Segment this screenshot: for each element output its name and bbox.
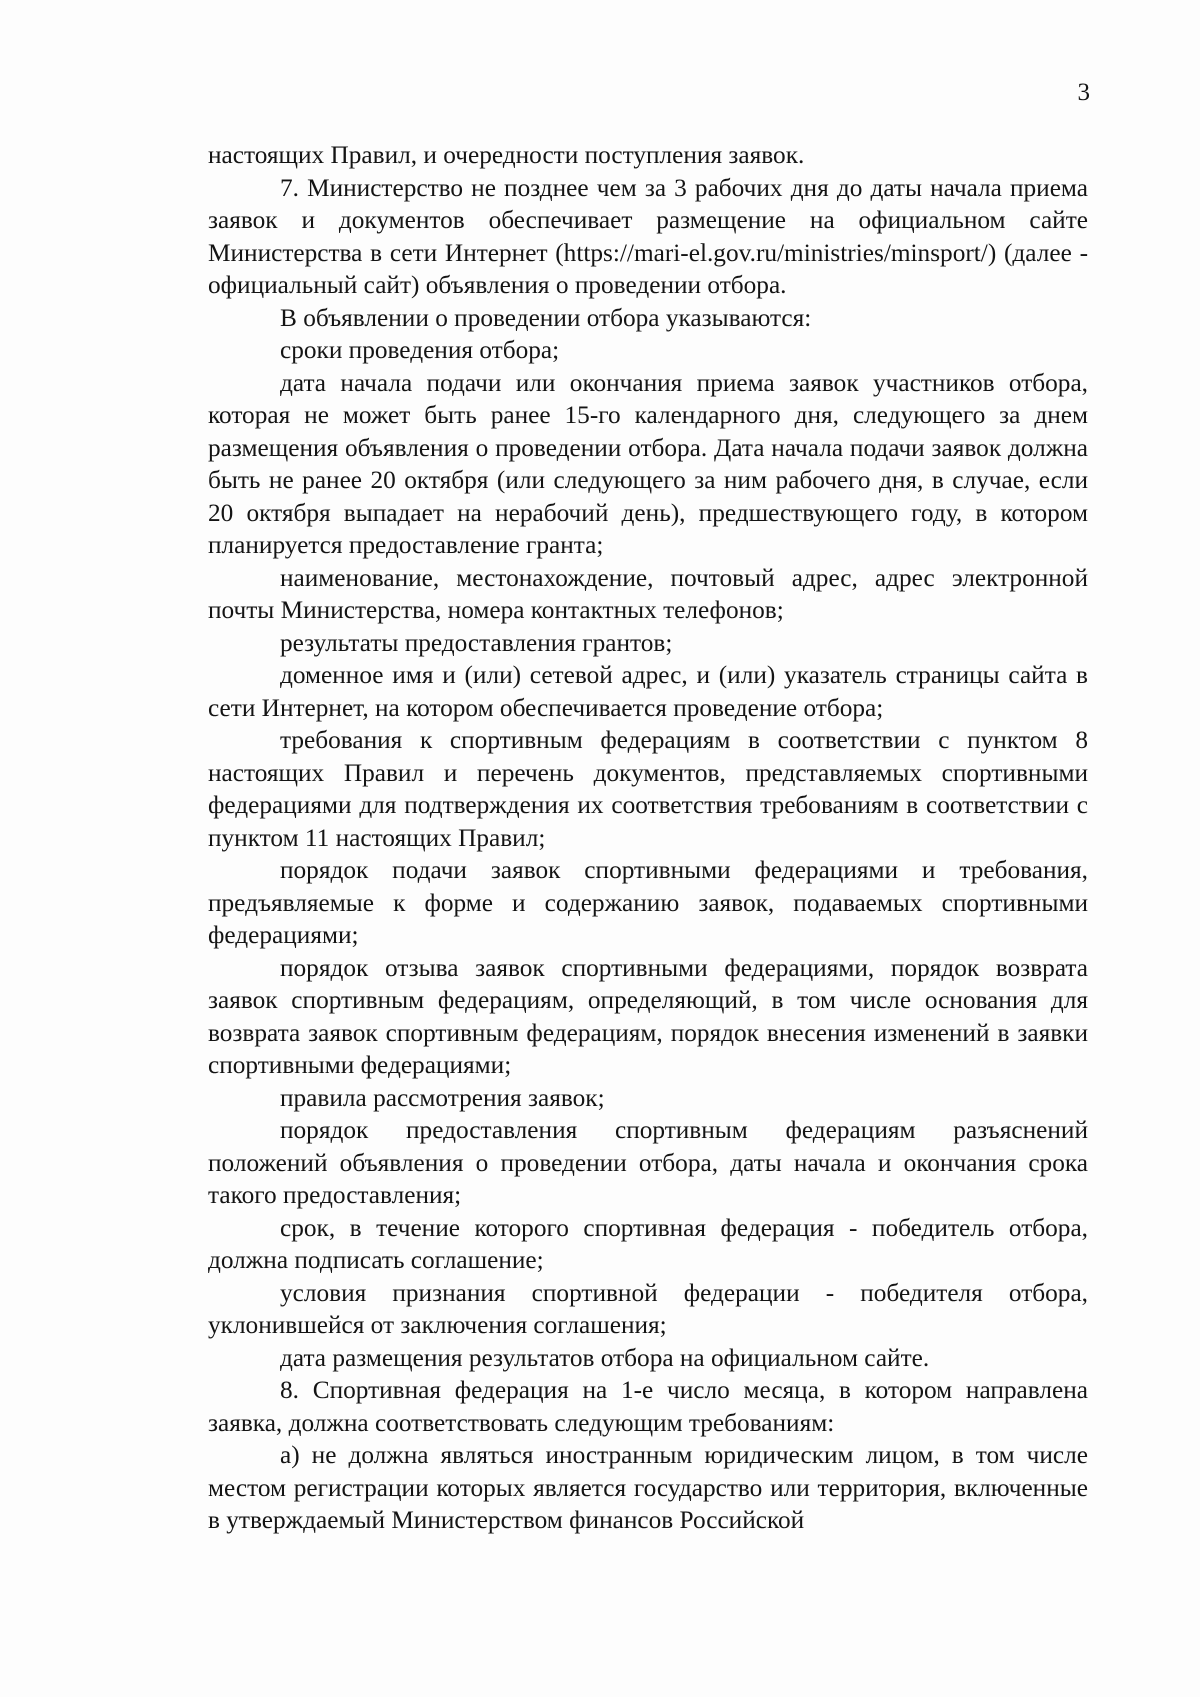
list-item-agreement-deadline: срок, в течение которого спортивная федерация - победитель отбора, должна подписать соглашение;: [208, 1213, 1088, 1274]
list-item-ministry-contacts: наименование, местонахождение, почтовый адрес, адрес электронной почты Министерства, номера контактных телефонов;: [208, 563, 1088, 624]
list-item-clarifications: порядок предоставления спортивным федерациям разъяснений положений объявления о проведении отбора, даты начала и окончания срока такого предоставления;: [208, 1116, 1088, 1209]
list-item-results-publication: дата размещения результатов отбора на официальном сайте.: [280, 1343, 930, 1372]
list-item-application-dates: дата начала подачи или окончания приема заявок участников отбора, которая не может быть ранее 15-го календарного дня, следующего за днем размещения объявления о проведении отбора. Дата начала подачи заявок должна быть не ранее 20 октября (или следующего за ним рабочего дня, в случае, если 20 октября выпадает на нерабочий день), предшествующего году, в котором планируется предоставление гранта;: [208, 368, 1088, 559]
list-item-domain-name: доменное имя и (или) сетевой адрес, и (или) указатель страницы сайта в сети Интернет, на котором обеспечивается проведение отбора;: [208, 661, 1088, 722]
paragraph-continuation: настоящих Правил, и очередности поступления заявок.: [208, 141, 805, 169]
paragraph-item-8: 8. Спортивная федерация на 1-е число месяца, в котором направлена заявка, должна соответствовать следующим требованиям:: [208, 1376, 1088, 1437]
document-body: [208, 139, 1088, 1537]
page-number: 3: [1077, 79, 1090, 106]
list-item-review-rules: правила рассмотрения заявок;: [280, 1083, 605, 1112]
list-item-evasion-conditions: условия признания спортивной федерации - победителя отбора, уклонившейся от заключения соглашения;: [208, 1278, 1088, 1339]
paragraph-item-8a: а) не должна являться иностранным юридическим лицом, в том числе местом регистрации которых является государство или территория, включенные в утверждаемый Министерством финансов Российской: [208, 1441, 1088, 1534]
paragraph-item-7: 7. Министерство не позднее чем за 3 рабочих дня до даты начала приема заявок и документов обеспечивает размещение на официальном сайте Министерства в сети Интернет (https://mari-el.gov.ru/ministries/minsport/) (далее - официальный сайт) объявления о проведении отбора.: [208, 173, 1088, 299]
list-item-grant-results: результаты предоставления грантов;: [280, 628, 673, 657]
paragraph-announcement-intro: В объявлении о проведении отбора указываются:: [280, 303, 812, 332]
list-item-withdrawal-procedure: порядок отзыва заявок спортивными федерациями, порядок возврата заявок спортивным федерациям, определяющий, в том числе основания для возврата заявок спортивным федерациям, порядок внесения изменений в заявки спортивными федерациями;: [208, 953, 1088, 1079]
list-item-federation-requirements: требования к спортивным федерациям в соответствии с пунктом 8 настоящих Правил и перечень документов, представляемых спортивными федерациями для подтверждения их соответствия требованиям в соответствии с пунктом 11 настоящих Правил;: [208, 726, 1088, 852]
list-item-selection-terms: сроки проведения отбора;: [280, 336, 560, 364]
list-item-submission-procedure: порядок подачи заявок спортивными федерациями и требования, предъявляемые к форме и содержанию заявок, подаваемых спортивными федерациями;: [208, 856, 1088, 949]
